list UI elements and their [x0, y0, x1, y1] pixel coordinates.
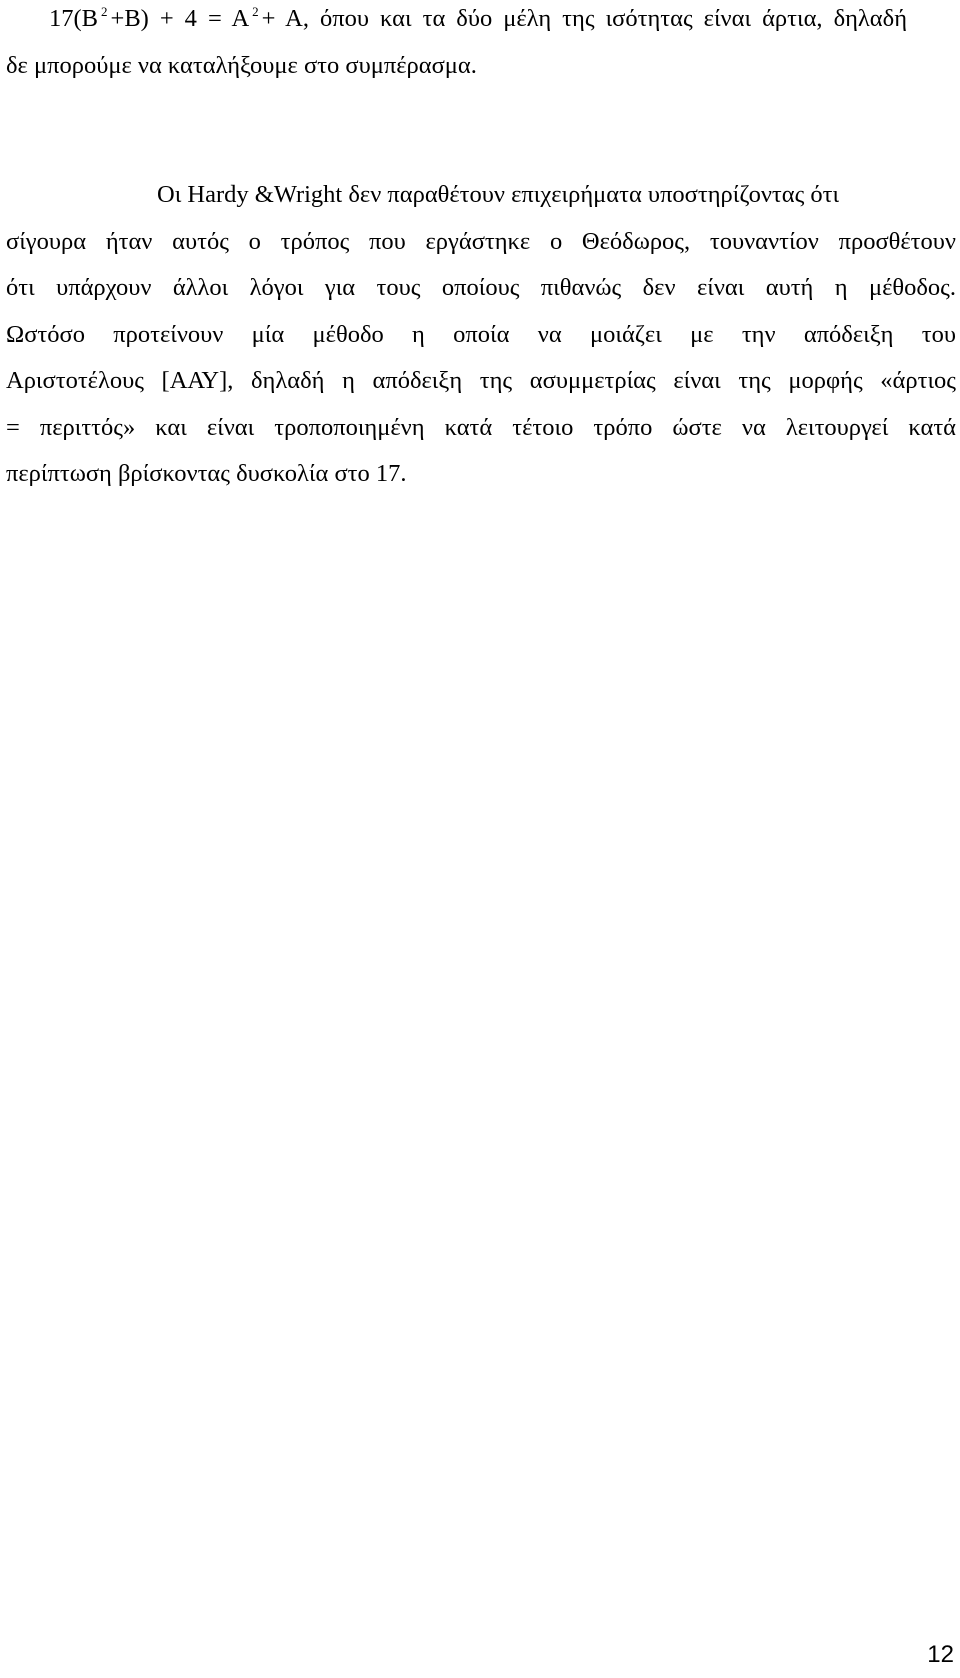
equation-text	[49, 4, 907, 37]
equation-part: 17(B	[49, 5, 98, 32]
superscript: 2	[101, 4, 108, 19]
text-line-content: Αριστοτέλους [ΑΑΥ], δηλαδή η απόδειξη της ασυμμετρίας είναι της μορφής «άρτιος	[6, 367, 956, 394]
text-line	[6, 320, 956, 350]
text-line	[6, 413, 956, 443]
superscript: 2	[252, 4, 259, 19]
text-line	[6, 273, 956, 303]
text-line: δε μπορούμε να καταλήξουμε στο συμπέρασμα.	[6, 52, 477, 79]
page-number: 12	[927, 1641, 954, 1668]
text-line: Οι Hardy &Wright δεν παραθέτουν επιχειρήματα υποστηρίζοντας ότι	[157, 181, 840, 208]
text-line	[6, 227, 956, 257]
text-line-content: σίγουρα ήταν αυτός ο τρόπος που εργάστηκε ο Θεόδωρος, τουναντίον προσθέτουν	[6, 228, 956, 255]
text-line-content: ότι υπάρχουν άλλοι λόγοι για τους οποίους πιθανώς δεν είναι αυτή η μέθοδος.	[6, 274, 956, 301]
text-line-content: Ωστόσο προτείνουν μία μέθοδο η οποία να μοιάζει με την απόδειξη του	[6, 321, 956, 348]
equation-line	[49, 4, 956, 37]
equation-part: + A, όπου και τα δύο μέλη της ισότητας είναι άρτια, δηλαδή	[261, 5, 908, 32]
text-line	[6, 366, 956, 396]
text-line-content: = περιττός» και είναι τροποποιημένη κατά τέτοιο τρόπο ώστε να λειτουργεί κατά	[6, 414, 956, 441]
text-line: περίπτωση βρίσκοντας δυσκολία στο 17.	[6, 460, 407, 487]
equation-part: +B) + 4 = A	[110, 5, 250, 32]
